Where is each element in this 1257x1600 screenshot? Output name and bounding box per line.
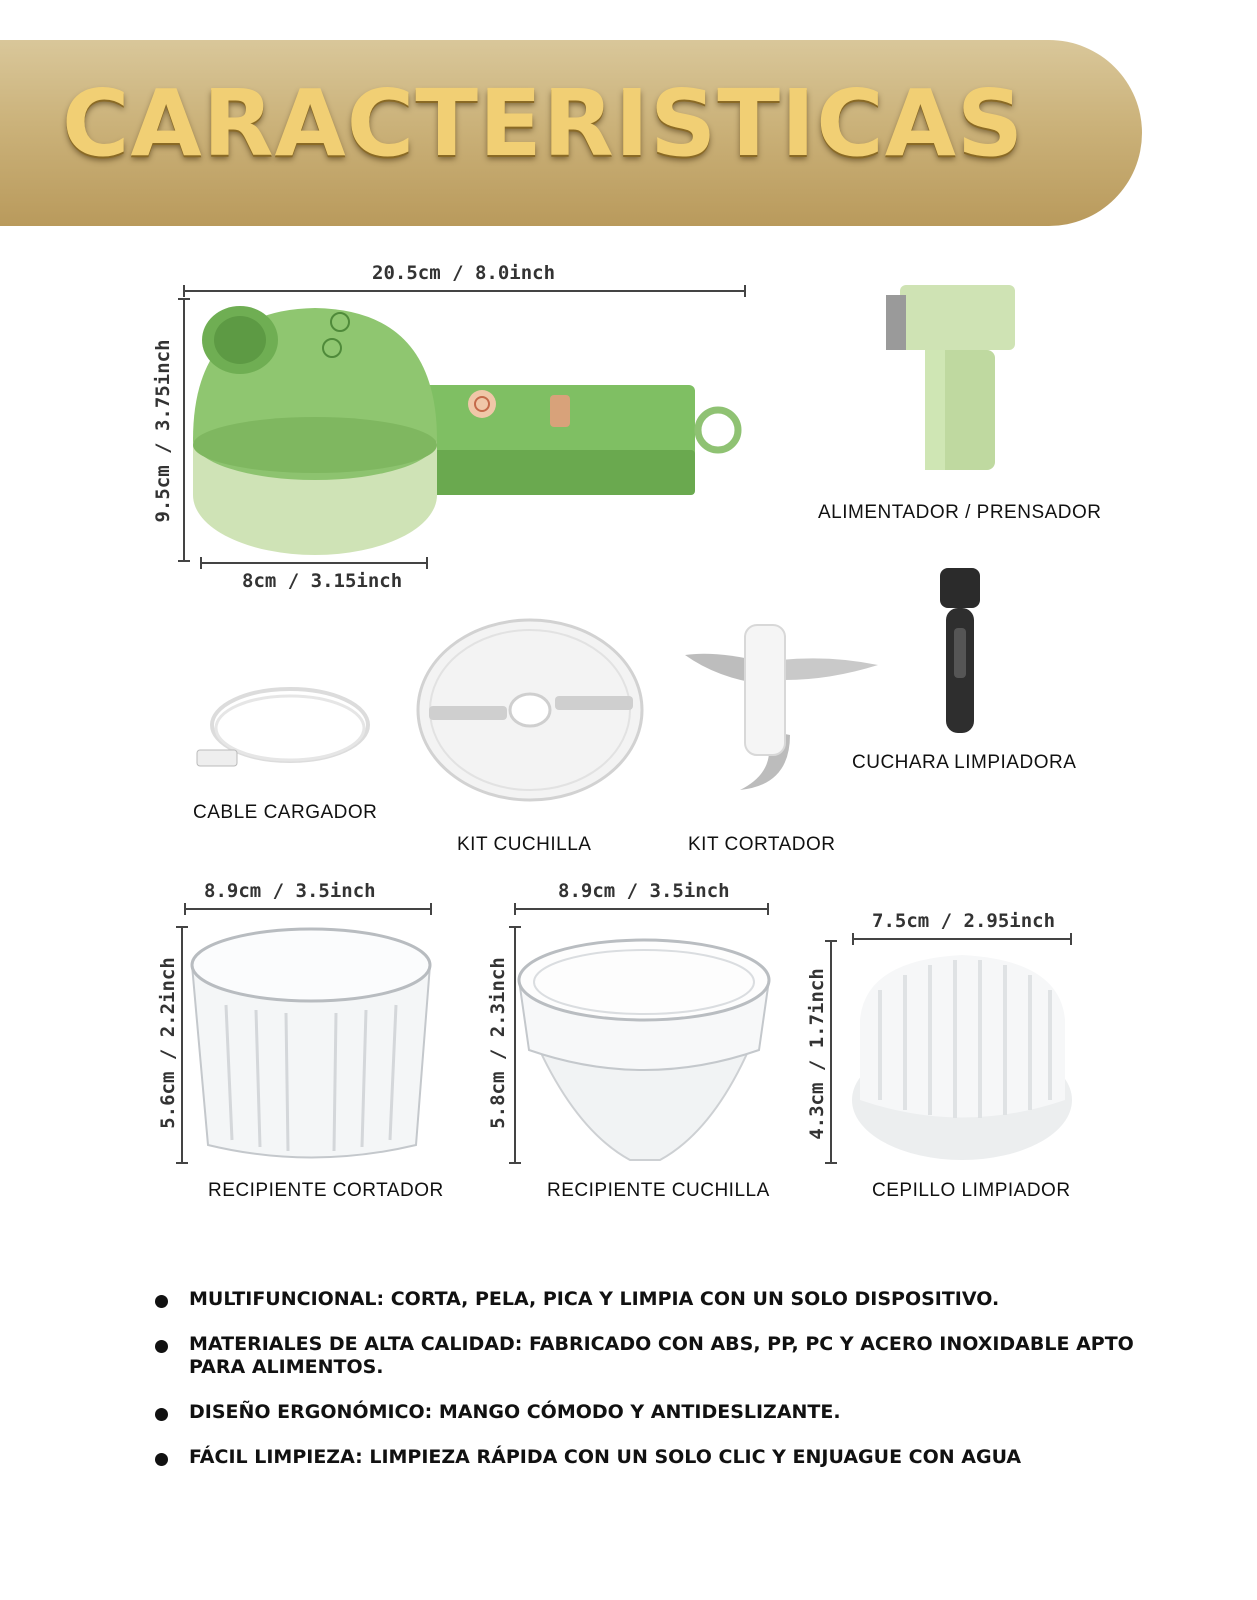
bullet-icon <box>155 1295 168 1308</box>
cepillo-width-label: 7.5cm / 2.95inch <box>872 910 1056 932</box>
feature-item: DISEÑO ERGONÓMICO: MANGO CÓMODO Y ANTIDESLIZANTE. <box>155 1401 1155 1424</box>
base-dimension-label: 8cm / 3.15inch <box>242 570 403 592</box>
width-dimension-line <box>183 290 746 292</box>
height-dimension-line <box>183 298 185 562</box>
cortador-width-label: 8.9cm / 3.5inch <box>204 880 376 902</box>
feature-item: MATERIALES DE ALTA CALIDAD: FABRICADO CON ABS, PP, PC Y ACERO INOXIDABLE APTO PARA ALIMENTOS. <box>155 1333 1155 1379</box>
cortador-height-line <box>181 926 183 1164</box>
cleaning-brush-label: CEPILLO LIMPIADOR <box>872 1180 1071 1201</box>
bullet-icon <box>155 1408 168 1421</box>
feature-item: MULTIFUNCIONAL: CORTA, PELA, PICA Y LIMPIA CON UN SOLO DISPOSITIVO. <box>155 1288 1155 1311</box>
blade-disc-image <box>415 618 645 803</box>
charging-cable-label: CABLE CARGADOR <box>193 802 378 823</box>
feeder-pusher-image <box>880 280 1020 480</box>
cepillo-height-label: 4.3cm / 1.7inch <box>806 968 828 1140</box>
feeder-pusher-label: ALIMENTADOR / PRENSADOR <box>818 502 1102 523</box>
cleaning-spoon-image <box>930 568 990 738</box>
cuchilla-height-label: 5.8cm / 2.3inch <box>487 957 509 1129</box>
width-dimension-label: 20.5cm / 8.0inch <box>372 262 556 284</box>
cepillo-height-line <box>830 940 832 1164</box>
cleaning-spoon-label: CUCHARA LIMPIADORA <box>852 752 1077 773</box>
cepillo-width-line <box>852 938 1072 940</box>
cutter-bowl-image <box>186 925 436 1165</box>
blade-kit-label: KIT CUCHILLA <box>457 834 592 855</box>
cuchilla-width-label: 8.9cm / 3.5inch <box>558 880 730 902</box>
cleaning-brush-image <box>850 950 1075 1165</box>
cutter-bowl-label: RECIPIENTE CORTADOR <box>208 1180 444 1201</box>
bullet-icon <box>155 1340 168 1353</box>
blade-bowl-label: RECIPIENTE CUCHILLA <box>547 1180 770 1201</box>
blade-bowl-image <box>515 930 773 1165</box>
page-title: CARACTERISTICAS <box>62 70 1025 177</box>
feature-list <box>155 1288 1155 1491</box>
feature-item: FÁCIL LIMPIEZA: LIMPIEZA RÁPIDA CON UN SOLO CLIC Y ENJUAGUE CON AGUA <box>155 1446 1155 1469</box>
chopper-device-image <box>190 300 750 560</box>
base-dimension-line <box>200 562 428 564</box>
cutter-blades-image <box>680 620 880 795</box>
bullet-icon <box>155 1453 168 1466</box>
charging-cable-image <box>195 680 375 780</box>
height-dimension-label: 9.5cm / 3.75inch <box>152 339 174 523</box>
cutter-kit-label: KIT CORTADOR <box>688 834 836 855</box>
cortador-height-label: 5.6cm / 2.2inch <box>157 957 179 1129</box>
cuchilla-width-line <box>514 908 769 910</box>
cortador-width-line <box>184 908 432 910</box>
